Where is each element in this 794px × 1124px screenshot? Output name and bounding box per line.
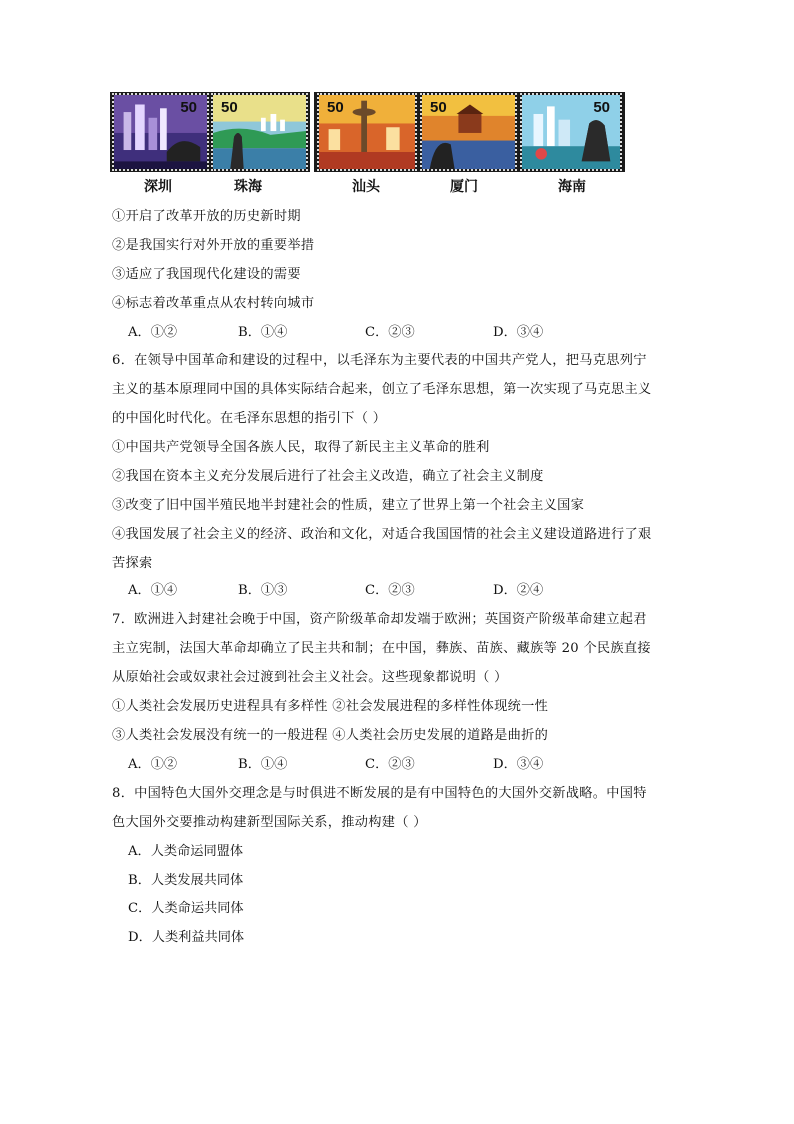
stamp-denomination: 50: [221, 99, 238, 116]
stamp-denomination: 50: [327, 99, 344, 116]
stamp-group-right: [314, 92, 625, 172]
q6-item-4-cont: 苦探索: [112, 556, 153, 571]
q7-option-b[interactable]: B．①④: [238, 757, 288, 772]
q5-item-2: ②是我国实行对外开放的重要举措: [112, 238, 315, 253]
q6-stem-line-1: 6．在领导中国革命和建设的过程中，以毛泽东为主要代表的中国共产党人，把马克思列宁: [112, 353, 647, 368]
q7-option-c[interactable]: C．②③: [365, 757, 415, 772]
q6-stem-line-2: 主义的基本原理同中国的具体实际结合起来，创立了毛泽东思想，第一次实现了马克思主义: [112, 382, 652, 397]
q6-item-3: ③改变了旧中国半殖民地半封建社会的性质，建立了世界上第一个社会主义国家: [112, 498, 585, 513]
q6-item-2: ②我国在资本主义充分发展后进行了社会主义改造，确立了社会主义制度: [112, 469, 544, 484]
stamp-label-hainan: 海南: [558, 179, 586, 195]
stamp-label-shantou: 汕头: [352, 179, 380, 195]
q8-option-c[interactable]: C．人类命运共同体: [128, 901, 244, 916]
q8-stem-line-1: 8．中国特色大国外交理念是与时俱进不断发展的是有中国特色的大国外交新战略。中国特: [112, 786, 647, 801]
q6-option-a[interactable]: A．①④: [128, 583, 178, 598]
q5-item-4: ④标志着改革重点从农村转向城市: [112, 296, 315, 311]
q5-option-d[interactable]: D．③④: [493, 325, 544, 340]
q7-stem-line-2: 主立宪制，法国大革命却确立了民主共和制；在中国，彝族、苗族、藏族等 20 个民族直接: [112, 641, 651, 656]
stamp-group-left: [110, 92, 310, 172]
q5-item-1: ①开启了改革开放的历史新时期: [112, 209, 301, 224]
q5-option-a[interactable]: A．①②: [128, 325, 178, 340]
q7-items-row-2: ③人类社会发展没有统一的一般进程 ④人类社会历史发展的道路是曲折的: [112, 728, 549, 743]
q6-stem-line-3: 的中国化时代化。在毛泽东思想的指引下（ ）: [112, 411, 387, 426]
stamp-label-shenzhen: 深圳: [144, 179, 172, 195]
q7-stem-line-1: 7．欧洲进入封建社会晚于中国，资产阶级革命却发端于欧洲；英国资产阶级革命建立起君: [112, 612, 647, 627]
q7-option-a[interactable]: A．①②: [128, 757, 178, 772]
stamp-shantou: [317, 93, 417, 171]
q5-item-3: ③适应了我国现代化建设的需要: [112, 267, 301, 282]
stamp-denomination: 50: [593, 99, 610, 116]
stamp-denomination: 50: [430, 99, 447, 116]
stamp-denomination: 50: [180, 99, 197, 116]
q8-option-a[interactable]: A．人类命运同盟体: [128, 844, 244, 859]
stamp-label-zhuhai: 珠海: [234, 179, 262, 195]
stamp-xiamen: [420, 93, 517, 171]
q8-option-b[interactable]: B．人类发展共同体: [128, 873, 244, 888]
q8-option-d[interactable]: D．人类利益共同体: [128, 930, 245, 945]
q7-option-d[interactable]: D．③④: [493, 757, 544, 772]
stamp-shenzhen: [112, 93, 209, 171]
q6-option-d[interactable]: D．②④: [493, 583, 544, 598]
stamp-hainan: [520, 93, 622, 171]
q5-option-c[interactable]: C．②③: [365, 325, 415, 340]
q6-item-4: ④我国发展了社会主义的经济、政治和文化，对适合我国国情的社会主义建设道路进行了艰: [112, 527, 652, 542]
q6-option-b[interactable]: B．①③: [238, 583, 288, 598]
q6-option-c[interactable]: C．②③: [365, 583, 415, 598]
q6-item-1: ①中国共产党领导全国各族人民，取得了新民主主义革命的胜利: [112, 440, 490, 455]
stamp-strip: [110, 92, 625, 195]
q7-items-row-1: ①人类社会发展历史进程具有多样性 ②社会发展进程的多样性体现统一性: [112, 699, 549, 714]
stamp-zhuhai: [211, 93, 308, 171]
q7-stem-line-3: 从原始社会或奴隶社会过渡到社会主义社会。这些现象都说明（ ）: [112, 670, 508, 685]
q8-stem-line-2: 色大国外交要推动构建新型国际关系，推动构建（ ）: [112, 815, 427, 830]
stamp-label-xiamen: 厦门: [450, 179, 478, 195]
q5-option-b[interactable]: B．①④: [238, 325, 288, 340]
